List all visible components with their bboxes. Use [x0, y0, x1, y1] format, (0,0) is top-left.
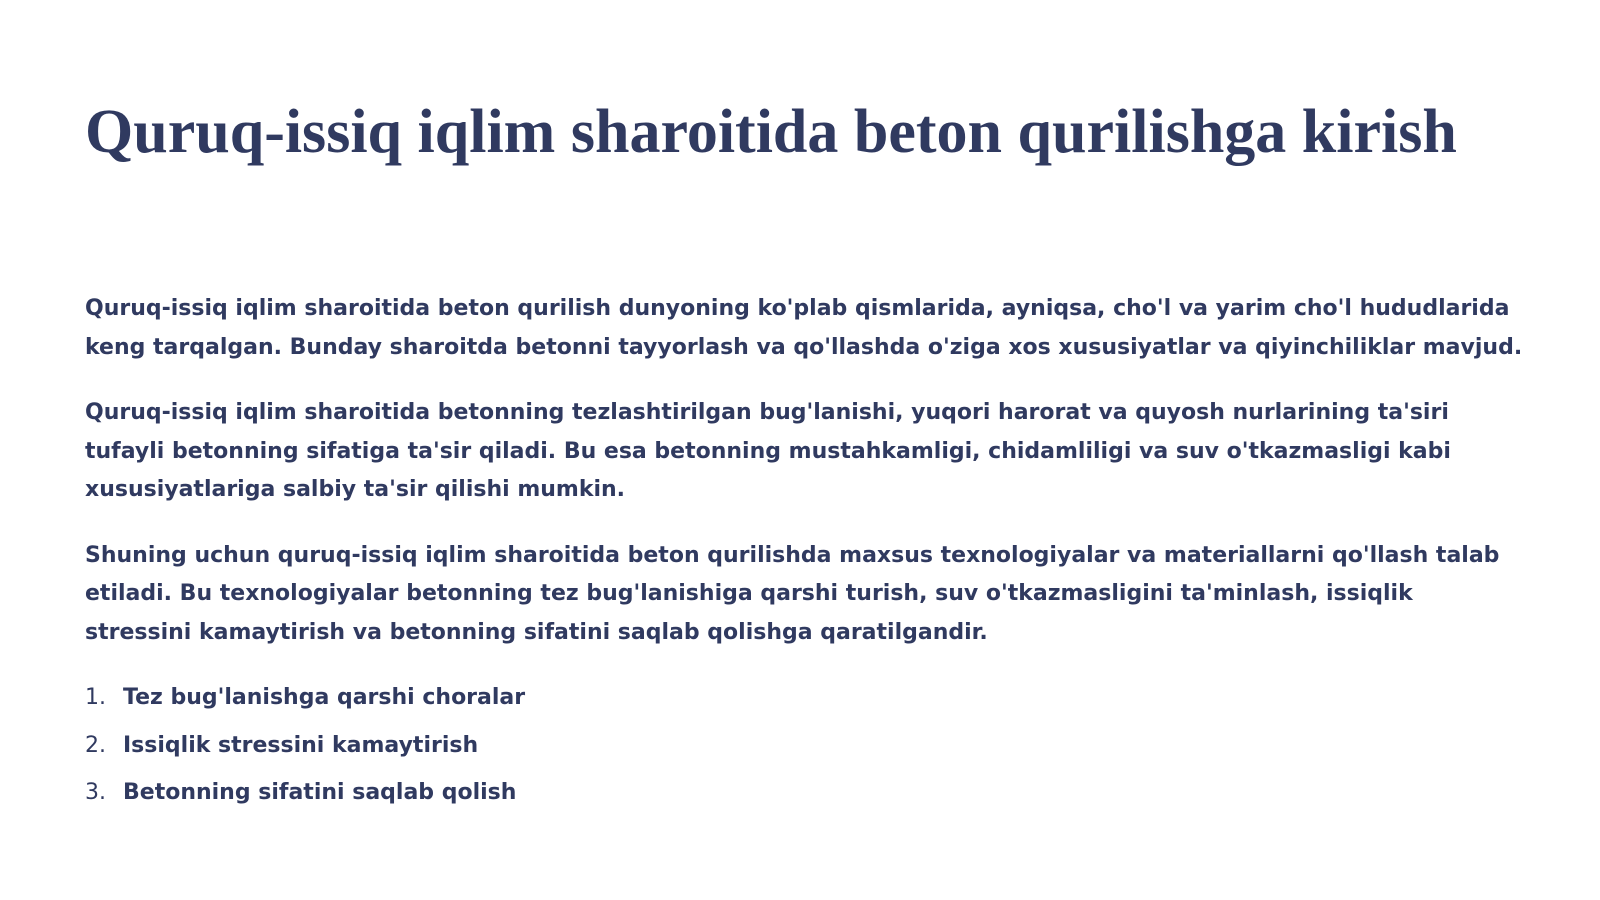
list-item-text: Tez bug'lanishga qarshi choralar — [123, 685, 526, 710]
list-item-text: Betonning sifatini saqlab qolish — [123, 780, 517, 805]
list-item-number: 3. — [85, 780, 106, 805]
measures-list — [85, 679, 1525, 822]
paragraph-intro: Quruq-issiq iqlim sharoitida beton qurilish dunyoning ko'plab qismlarida, ayniqsa, cho'l va yarim cho'l hududlarida keng tarqalgan. Bunday sharoitda betonni tayyorlash va qo'llashda o'ziga xos xususiyatlar va qiyinchiliklar mavjud. — [85, 296, 1523, 360]
page-title: Quruq-issiq iqlim sharoitida beton qurilishga kirish — [85, 98, 1457, 166]
list-item — [85, 727, 1525, 775]
slide-body — [85, 290, 1525, 822]
list-item-number: 2. — [85, 732, 106, 758]
list-item — [85, 679, 1525, 727]
list-item — [85, 774, 1525, 822]
list-item-text: Issiqlik stressini kamaytirish — [123, 732, 479, 758]
paragraph-solutions: Shuning uchun quruq-issiq iqlim sharoitida beton qurilishda maxsus texnologiyalar va materiallarni qo'llash talab etiladi. Bu texnologiyalar betonning tez bug'lanishiga qarshi turish, suv o'tkazmasligini ta'minlash, issiqlik stressini kamaytirish va betonning sifatini saqlab qolishga qaratilgandir. — [85, 542, 1500, 645]
list-item-number: 1. — [85, 685, 106, 710]
paragraph-effects: Quruq-issiq iqlim sharoitida betonning tezlashtirilgan bug'lanishi, yuqori harorat va quyosh nurlarining ta'siri tufayli betonning sifatiga ta'sir qiladi. Bu esa betonning mustahkamligi, chidamliligi va suv o'tkazmasligi kabi xususiyatlariga salbiy ta'sir qilishi mumkin. — [85, 400, 1451, 502]
